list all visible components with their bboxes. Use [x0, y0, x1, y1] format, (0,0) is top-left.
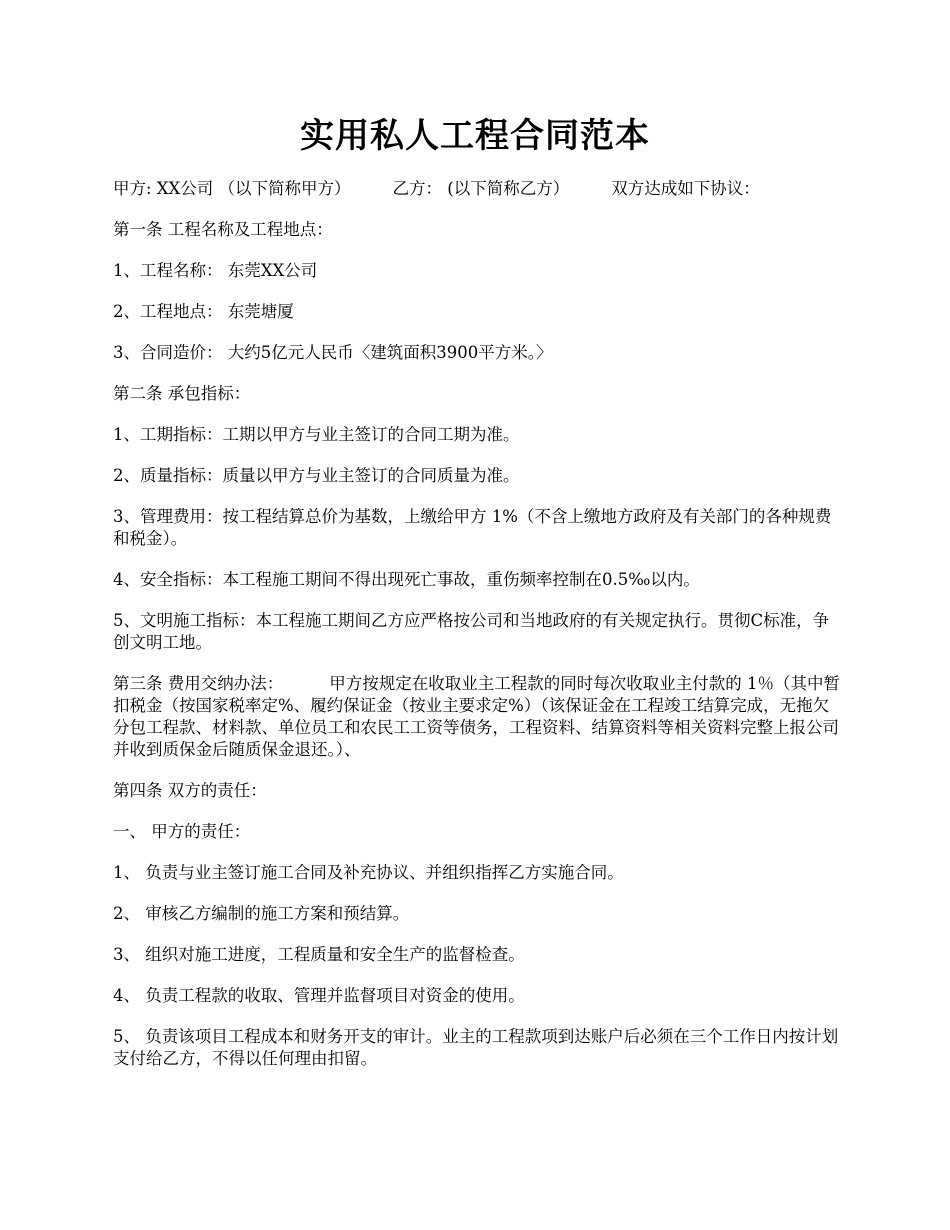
agreement-text: 双方达成如下协议：	[611, 179, 760, 198]
project-name: 1、工程名称： 东莞XX公司	[113, 261, 318, 280]
party-a-duty-2: 2、 审核乙方编制的施工方案和预结算。	[113, 904, 410, 923]
safety-indicator: 4、安全指标：本工程施工期间不得出现死亡事故，重伤频率控制在0.5‰以内。	[113, 570, 700, 589]
party-a: 甲方: XX公司 （以下简称甲方）	[113, 179, 351, 198]
party-b: 乙方： (以下简称乙方）	[392, 179, 570, 198]
party-a-duty-5: 5、 负责该项目工程成本和财务开支的审计。业主的工程款项到达账户后必须在三个工作日内按计划支付给乙方，不得以任何理由扣留。	[113, 1027, 839, 1068]
article-1-heading: 第一条 工程名称及工程地点：	[113, 220, 333, 239]
party-a-duty-heading: 一、 甲方的责任：	[113, 822, 251, 841]
party-a-duty-3: 3、 组织对施工进度，工程质量和安全生产的监督检查。	[113, 945, 525, 964]
document-body	[113, 178, 843, 1089]
article-4-heading: 第四条 双方的责任：	[113, 781, 267, 800]
party-a-duty-1: 1、 负责与业主签订施工合同及补充协议、并组织指挥乙方实施合同。	[113, 863, 624, 882]
article-3-heading: 第三条 费用交纳办法：	[113, 674, 284, 693]
management-fee: 3、管理费用：按工程结算总价为基数，上缴给甲方 1%（不含上缴地方政府及有关部门的各种规费和税金）。	[113, 507, 832, 548]
contract-price: 3、合同造价： 大约5亿元人民币〈建筑面积3900平方米。〉	[113, 343, 553, 362]
article-3	[113, 673, 843, 761]
parties-line	[113, 178, 843, 200]
document-title: 实用私人工程合同范本	[300, 116, 650, 156]
schedule-indicator: 1、工期指标：工期以甲方与业主签订的合同工期为准。	[113, 425, 520, 444]
article-3-text: 甲方按规定在收取业主工程款的同时每次收取业主付款的 1％（其中暂扣税金（按国家税率定%、履约保证金（按业主要求定%）（该保证金在工程竣工结算完成，无拖欠分包工程款、材料款、单位员工和农民工工资等债务，工程资料、结算资料等相关资料完整上报公司并收到质保金后随质保金退还。）、	[113, 674, 840, 759]
quality-indicator: 2、质量指标：质量以甲方与业主签订的合同质量为准。	[113, 466, 520, 485]
party-a-duty-4: 4、 负责工程款的收取、管理并监督项目对资金的使用。	[113, 986, 525, 1005]
project-location: 2、工程地点： 东莞塘厦	[113, 302, 294, 321]
civilized-construction: 5、文明施工指标：本工程施工期间乙方应严格按公司和当地政府的有关规定执行。贯彻C标准，争创文明工地。	[113, 611, 830, 652]
article-2-heading: 第二条 承包指标：	[113, 384, 251, 403]
